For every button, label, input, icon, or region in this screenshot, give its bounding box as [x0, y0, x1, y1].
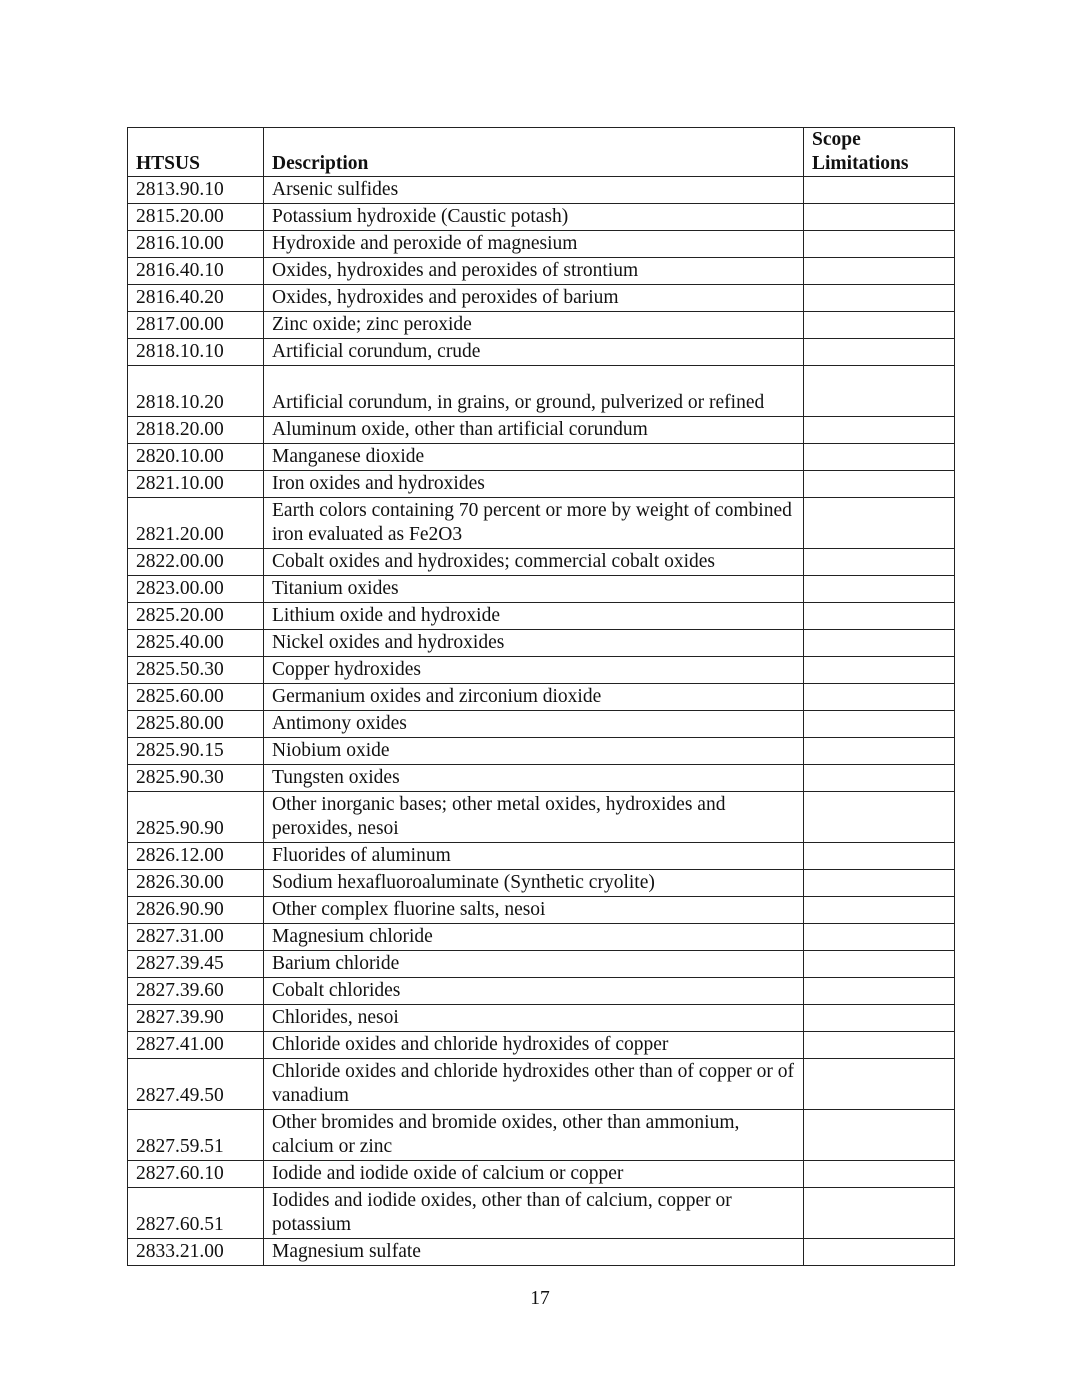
table-row: [128, 1059, 955, 1110]
htsus-code-cell: 2825.80.00: [128, 711, 264, 738]
table-row: [128, 444, 955, 471]
description-cell: Germanium oxides and zirconium dioxide: [264, 684, 804, 711]
table-row: [128, 843, 955, 870]
description-cell: Aluminum oxide, other than artificial corundum: [264, 417, 804, 444]
description-cell: Copper hydroxides: [264, 657, 804, 684]
htsus-code-cell: 2827.60.10: [128, 1161, 264, 1188]
description-cell: Titanium oxides: [264, 576, 804, 603]
table-row: [128, 951, 955, 978]
table-row: [128, 177, 955, 204]
table-row: [128, 897, 955, 924]
htsus-code-cell: 2825.50.30: [128, 657, 264, 684]
scope-limitations-cell: [804, 897, 955, 924]
page-number: 17: [530, 1288, 550, 1309]
description-cell: Oxides, hydroxides and peroxides of barium: [264, 285, 804, 312]
header-scope-limitations-label: Scope Limitations: [812, 129, 909, 174]
htsus-code-cell: 2813.90.10: [128, 177, 264, 204]
htsus-code-cell: 2816.40.10: [128, 258, 264, 285]
table-row: [128, 285, 955, 312]
table-body: [128, 177, 955, 1266]
scope-limitations-cell: [804, 1110, 955, 1161]
htsus-code-cell: 2827.49.50: [128, 1059, 264, 1110]
scope-limitations-cell: [804, 1032, 955, 1059]
table-header-row: [128, 128, 955, 177]
table-row: [128, 1005, 955, 1032]
htsus-code-cell: 2826.12.00: [128, 843, 264, 870]
description-cell: Cobalt oxides and hydroxides; commercial cobalt oxides: [264, 549, 804, 576]
htsus-code-cell: 2818.10.10: [128, 339, 264, 366]
description-cell: Cobalt chlorides: [264, 978, 804, 1005]
htsus-code-cell: 2815.20.00: [128, 204, 264, 231]
scope-limitations-cell: [804, 177, 955, 204]
scope-limitations-cell: [804, 339, 955, 366]
scope-limitations-cell: [804, 765, 955, 792]
htsus-table: [127, 127, 955, 1266]
scope-limitations-cell: [804, 924, 955, 951]
table-row: [128, 339, 955, 366]
scope-limitations-cell: [804, 444, 955, 471]
header-scope-limitations: [804, 128, 955, 177]
table-row: [128, 231, 955, 258]
htsus-code-cell: 2833.21.00: [128, 1239, 264, 1266]
description-cell: Chlorides, nesoi: [264, 1005, 804, 1032]
htsus-code-cell: 2816.40.20: [128, 285, 264, 312]
scope-limitations-cell: [804, 1188, 955, 1239]
description-cell: Magnesium chloride: [264, 924, 804, 951]
htsus-code-cell: 2825.20.00: [128, 603, 264, 630]
table-row: [128, 870, 955, 897]
description-cell: Iron oxides and hydroxides: [264, 471, 804, 498]
table-row: [128, 711, 955, 738]
table-row: [128, 630, 955, 657]
table-row: [128, 576, 955, 603]
description-cell: Artificial corundum, in grains, or ground, pulverized or refined: [264, 366, 804, 417]
htsus-code-cell: 2827.31.00: [128, 924, 264, 951]
description-cell: Tungsten oxides: [264, 765, 804, 792]
description-cell: Chloride oxides and chloride hydroxides of copper: [264, 1032, 804, 1059]
htsus-code-cell: 2818.20.00: [128, 417, 264, 444]
description-cell: Fluorides of aluminum: [264, 843, 804, 870]
htsus-code-cell: 2826.90.90: [128, 897, 264, 924]
scope-limitations-cell: [804, 576, 955, 603]
description-cell: Other bromides and bromide oxides, other than ammonium, calcium or zinc: [264, 1110, 804, 1161]
scope-limitations-cell: [804, 951, 955, 978]
table-row: [128, 1161, 955, 1188]
scope-limitations-cell: [804, 630, 955, 657]
description-cell: Lithium oxide and hydroxide: [264, 603, 804, 630]
scope-limitations-cell: [804, 204, 955, 231]
htsus-code-cell: 2825.90.15: [128, 738, 264, 765]
table-row: [128, 1110, 955, 1161]
htsus-code-cell: 2827.60.51: [128, 1188, 264, 1239]
htsus-code-cell: 2820.10.00: [128, 444, 264, 471]
table-row: [128, 417, 955, 444]
htsus-code-cell: 2827.41.00: [128, 1032, 264, 1059]
description-cell: Magnesium sulfate: [264, 1239, 804, 1266]
scope-limitations-cell: [804, 711, 955, 738]
htsus-code-cell: 2827.39.45: [128, 951, 264, 978]
htsus-code-cell: 2821.10.00: [128, 471, 264, 498]
description-cell: Other complex fluorine salts, nesoi: [264, 897, 804, 924]
description-cell: Arsenic sulfides: [264, 177, 804, 204]
scope-limitations-cell: [804, 1059, 955, 1110]
description-cell: Chloride oxides and chloride hydroxides other than of copper or of vanadium: [264, 1059, 804, 1110]
htsus-code-cell: 2816.10.00: [128, 231, 264, 258]
header-description: Description: [264, 128, 804, 177]
description-cell: Iodide and iodide oxide of calcium or copper: [264, 1161, 804, 1188]
scope-limitations-cell: [804, 471, 955, 498]
htsus-code-cell: 2827.39.90: [128, 1005, 264, 1032]
htsus-code-cell: 2821.20.00: [128, 498, 264, 549]
table-row: [128, 738, 955, 765]
htsus-code-cell: 2826.30.00: [128, 870, 264, 897]
table-row: [128, 657, 955, 684]
scope-limitations-cell: [804, 231, 955, 258]
table-row: [128, 258, 955, 285]
scope-limitations-cell: [804, 978, 955, 1005]
htsus-code-cell: 2827.59.51: [128, 1110, 264, 1161]
scope-limitations-cell: [804, 549, 955, 576]
htsus-code-cell: 2825.60.00: [128, 684, 264, 711]
table-row: [128, 792, 955, 843]
description-cell: Hydroxide and peroxide of magnesium: [264, 231, 804, 258]
description-cell: Iodides and iodide oxides, other than of calcium, copper or potassium: [264, 1188, 804, 1239]
scope-limitations-cell: [804, 657, 955, 684]
scope-limitations-cell: [804, 603, 955, 630]
description-cell: Artificial corundum, crude: [264, 339, 804, 366]
table-row: [128, 549, 955, 576]
description-cell: Other inorganic bases; other metal oxides, hydroxides and peroxides, nesoi: [264, 792, 804, 843]
scope-limitations-cell: [804, 792, 955, 843]
table-row: [128, 204, 955, 231]
scope-limitations-cell: [804, 1161, 955, 1188]
scope-limitations-cell: [804, 843, 955, 870]
description-cell: Manganese dioxide: [264, 444, 804, 471]
table-row: [128, 924, 955, 951]
htsus-code-cell: 2817.00.00: [128, 312, 264, 339]
table-row: [128, 312, 955, 339]
scope-limitations-cell: [804, 870, 955, 897]
table-row: [128, 1239, 955, 1266]
scope-limitations-cell: [804, 312, 955, 339]
table-row: [128, 1032, 955, 1059]
scope-limitations-cell: [804, 366, 955, 417]
htsus-code-cell: 2825.90.30: [128, 765, 264, 792]
htsus-code-cell: 2827.39.60: [128, 978, 264, 1005]
table-row: [128, 498, 955, 549]
table-row: [128, 1188, 955, 1239]
description-cell: Potassium hydroxide (Caustic potash): [264, 204, 804, 231]
table-row: [128, 765, 955, 792]
scope-limitations-cell: [804, 738, 955, 765]
scope-limitations-cell: [804, 1239, 955, 1266]
scope-limitations-cell: [804, 417, 955, 444]
table-row: [128, 471, 955, 498]
scope-limitations-cell: [804, 258, 955, 285]
description-cell: Earth colors containing 70 percent or more by weight of combined iron evaluated as Fe2O3: [264, 498, 804, 549]
description-cell: Oxides, hydroxides and peroxides of strontium: [264, 258, 804, 285]
description-cell: Sodium hexafluoroaluminate (Synthetic cryolite): [264, 870, 804, 897]
description-cell: Antimony oxides: [264, 711, 804, 738]
scope-limitations-cell: [804, 498, 955, 549]
scope-limitations-cell: [804, 1005, 955, 1032]
description-cell: Nickel oxides and hydroxides: [264, 630, 804, 657]
scope-limitations-cell: [804, 285, 955, 312]
description-cell: Barium chloride: [264, 951, 804, 978]
description-cell: Zinc oxide; zinc peroxide: [264, 312, 804, 339]
table-row: [128, 603, 955, 630]
htsus-code-cell: 2823.00.00: [128, 576, 264, 603]
description-cell: Niobium oxide: [264, 738, 804, 765]
table-row: [128, 684, 955, 711]
header-htsus: HTSUS: [128, 128, 264, 177]
scope-limitations-cell: [804, 684, 955, 711]
table-row: [128, 978, 955, 1005]
htsus-code-cell: 2825.40.00: [128, 630, 264, 657]
htsus-code-cell: 2822.00.00: [128, 549, 264, 576]
htsus-code-cell: 2818.10.20: [128, 366, 264, 417]
htsus-code-cell: 2825.90.90: [128, 792, 264, 843]
table-row: [128, 366, 955, 417]
